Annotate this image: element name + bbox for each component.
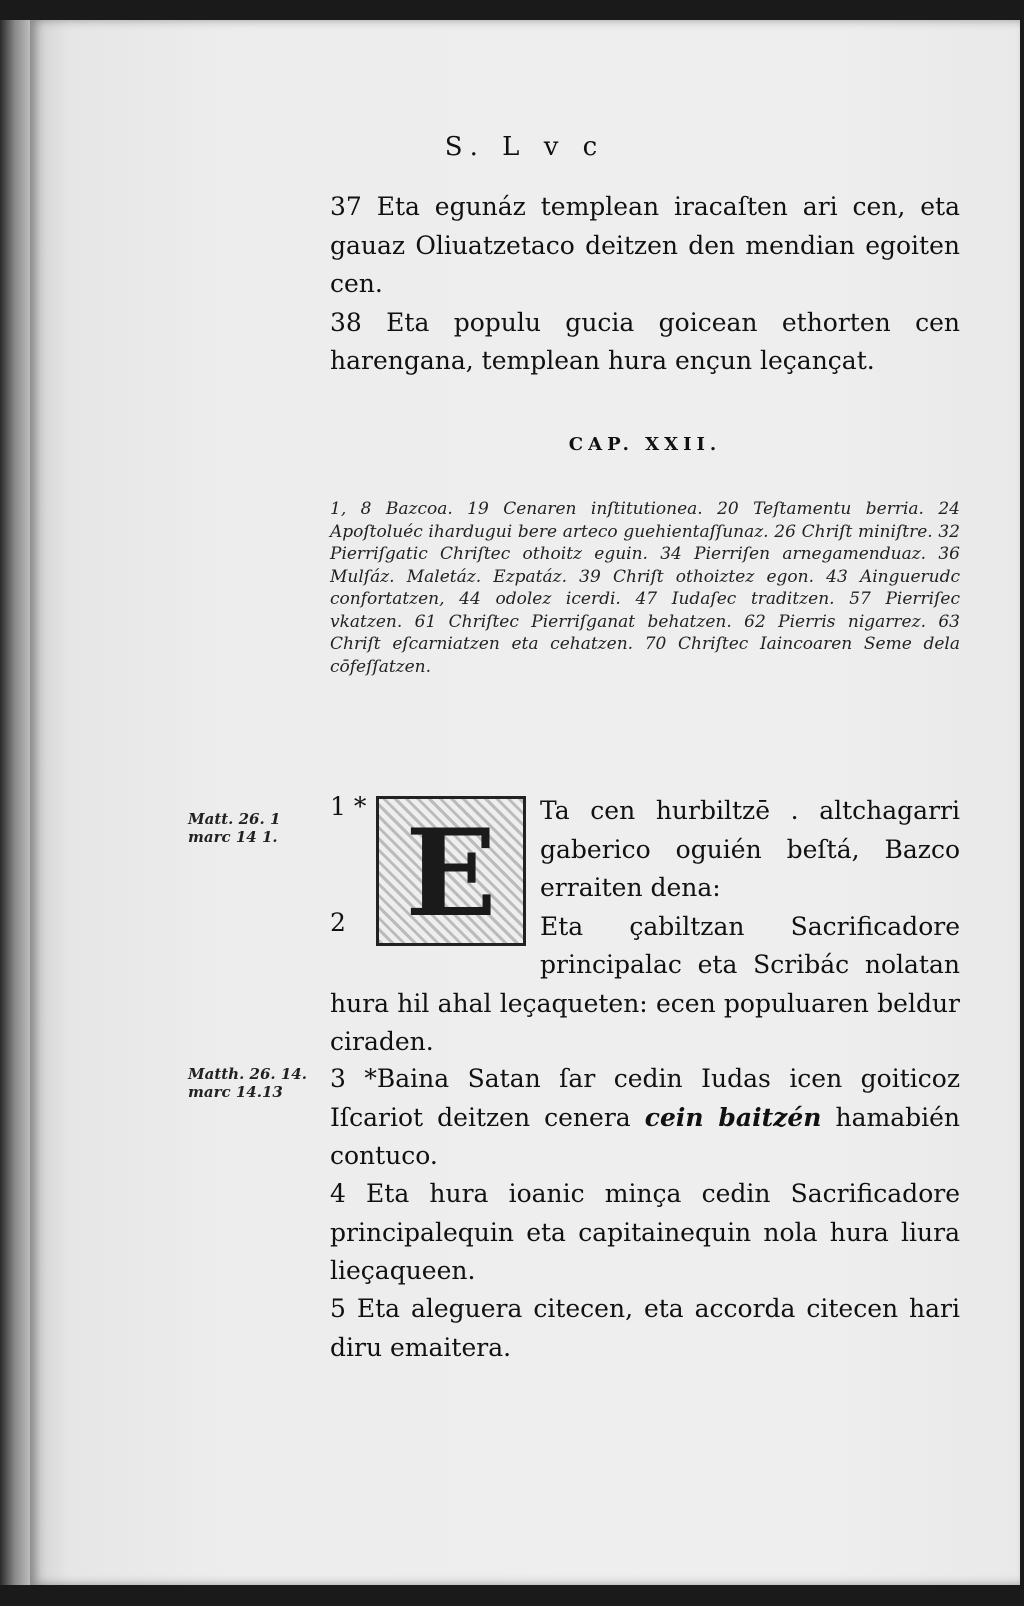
verse-3-part-a: 3 *Baina Satan ſar cedin Iudas icen goiticoz Iſcariot deitzen cenera bbox=[330, 1064, 960, 1132]
book-gutter bbox=[0, 20, 30, 1585]
drop-cap-ornament bbox=[376, 796, 526, 946]
verse-2-number: 2 bbox=[330, 908, 346, 937]
chapter-summary: 1, 8 Bazcoa. 19 Cenaren inſtitutionea. 20 Teſtamentu berria. 24 Apoſtoluéc ihardugui bere arteco guehientaſſunaz. 26 Chriſt miniſtre. 32 Pierriſgatic Chriſtec othoitz eguin. 34 Pierriſen arnegamenduaz. 36 Mulſáz. Maletáz. Ezpatáz. 39 Chriſt othoiztez egon. 43 Ainguerudc confortatzen, 44 odolez icerdi. 47 Iudaſec traditzen. 57 Pierriſec vkatzen. 61 Chriſtec Pierriſganat behatzen. 62 Pierris nigarrez. 63 Chriſt eſcarniatzen eta cehatzen. 70 Chriſtec Iaincoaren Seme dela cōfeſſatzen. bbox=[330, 499, 960, 677]
verse-1-text: Ta cen hurbiltzē . altchagarri gaberico oguién beſtá, Bazco erraiten dena: bbox=[540, 796, 960, 902]
chapter-heading: CAP. XXII. bbox=[568, 434, 722, 455]
verse-5: 5 Eta aleguera citecen, eta accorda citecen hari diru emaitera. bbox=[330, 1294, 960, 1362]
margin-note-1: Matt. 26. 1 marc 14 1. bbox=[188, 810, 281, 846]
verse-3 bbox=[330, 1060, 960, 1176]
verse-1-number: 1 * bbox=[330, 792, 367, 821]
margin-note-2: Matth. 26. 14. marc 14.13 bbox=[188, 1065, 307, 1101]
verse-38: 38 Eta populu gucia goicean ethorten cen harengana, templean hura ençun leçançat. bbox=[330, 307, 960, 375]
verse-3-emphasis: cein baitzén bbox=[644, 1102, 822, 1132]
verse-2-text: Eta çabiltzan Sacrificadore principalac eta Scribác nolatan hura hil ahal leçaqueten: ecen populuaren beldur ciraden. bbox=[330, 911, 960, 1056]
verse-4: 4 Eta hura ioanic minça cedin Sacrificadore principalequin eta capitainequin nola hura liura lieçaqueen. bbox=[330, 1179, 960, 1285]
drop-cap-letter: E bbox=[405, 803, 497, 944]
verse-3-part-c: hamabién contuco. bbox=[330, 1102, 960, 1170]
chapter-opening bbox=[330, 792, 960, 1062]
running-header: S. L v c bbox=[444, 132, 606, 162]
top-verses bbox=[330, 188, 960, 381]
verse-37: 37 Eta egunáz templean iracaſten ari cen, eta gauaz Oliuatzetaco deitzen den mendian egoiten cen. bbox=[330, 192, 960, 298]
book-page bbox=[30, 20, 1020, 1585]
